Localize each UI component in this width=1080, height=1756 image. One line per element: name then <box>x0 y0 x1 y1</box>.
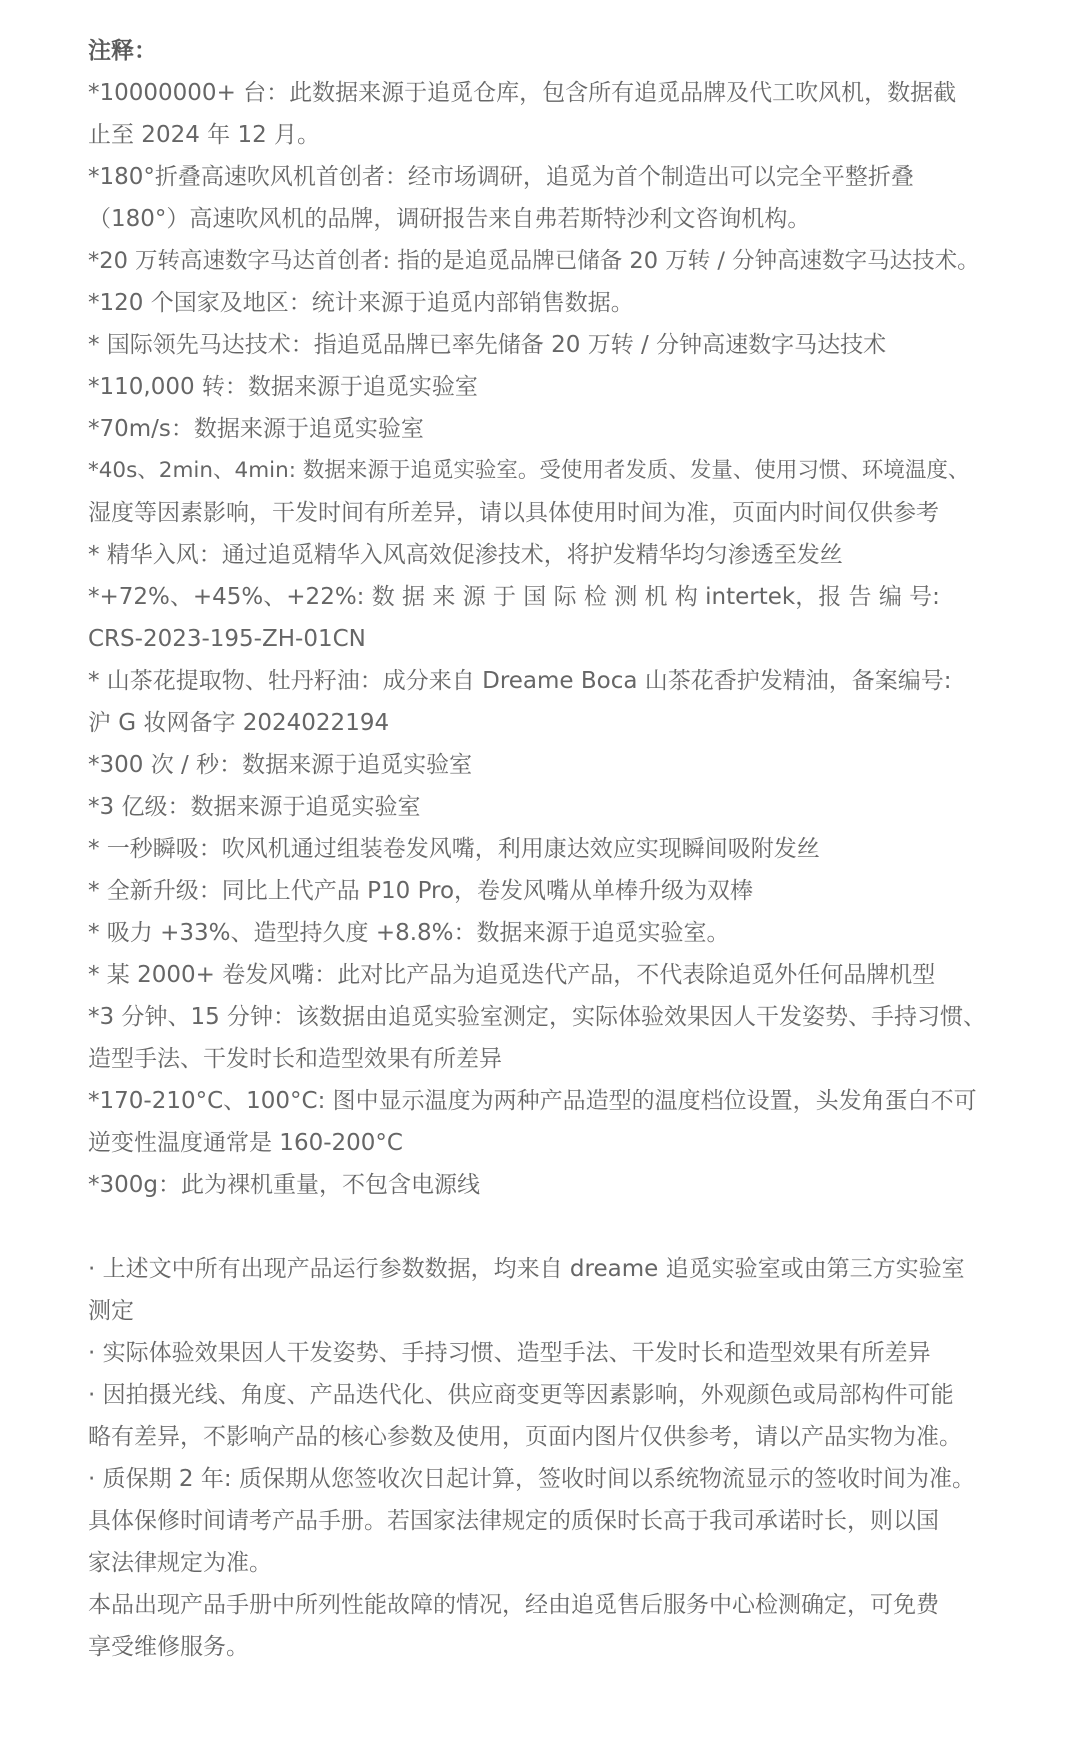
section-spacer <box>88 1206 988 1248</box>
note-line: * 某 2000+ 卷发风嘴：此对比产品为追觅迭代产品，不代表除追觅外任何品牌机型 <box>88 962 936 988</box>
note-line: *170-210°C、100°C: 图中显示温度为两种产品造型的温度档位设置，头发角蛋白不可 <box>88 1088 977 1114</box>
notes-heading: 注释： <box>88 38 157 64</box>
note-line: （180°）高速吹风机的品牌，调研报告来自弗若斯特沙利文咨询机构。 <box>88 206 811 232</box>
note-line: *+72%、+45%、+22%: 数 据 来 源 于 国 际 检 测 机 构 intertek，报 告 编 号: <box>88 584 940 610</box>
note-line: *110,000 转：数据来源于追觅实验室 <box>88 374 478 400</box>
disclaimer-line: 家法律规定为准。 <box>88 1550 272 1576</box>
disclaimer-line: · 因拍摄光线、角度、产品迭代化、供应商变更等因素影响，外观颜色或局部构件可能 <box>88 1382 954 1408</box>
note-line: 逆变性温度通常是 160-200°C <box>88 1130 403 1156</box>
disclaimer-line: 享受维修服务。 <box>88 1634 249 1660</box>
note-line: *3 亿级：数据来源于追觅实验室 <box>88 794 421 820</box>
note-line: *300 次 / 秒：数据来源于追觅实验室 <box>88 752 473 778</box>
note-line: *300g：此为裸机重量，不包含电源线 <box>88 1172 480 1198</box>
disclaimer-line: · 质保期 2 年: 质保期从您签收次日起计算，签收时间以系统物流显示的签收时间为准。 <box>88 1466 975 1492</box>
disclaimer-line: · 实际体验效果因人干发姿势、手持习惯、造型手法、干发时长和造型效果有所差异 <box>88 1340 931 1366</box>
disclaimer-line: 本品出现产品手册中所列性能故障的情况，经由追觅售后服务中心检测确定，可免费 <box>88 1592 939 1618</box>
note-line: * 精华入风：通过追觅精华入风高效促渗技术，将护发精华均匀渗透至发丝 <box>88 542 843 568</box>
note-line: 造型手法、干发时长和造型效果有所差异 <box>88 1046 502 1072</box>
note-line: CRS-2023-195-ZH-01CN <box>88 626 366 652</box>
note-line: *40s、2min、4min: 数据来源于追觅实验室。受使用者发质、发量、使用习惯、环境温度、 <box>88 458 970 483</box>
note-line: *70m/s：数据来源于追觅实验室 <box>88 416 424 442</box>
note-line: * 国际领先马达技术：指追觅品牌已率先储备 20 万转 / 分钟高速数字马达技术 <box>88 332 887 358</box>
disclaimer-line: 具体保修时间请考产品手册。若国家法律规定的质保时长高于我司承诺时长，则以国 <box>88 1508 939 1534</box>
note-line: * 山茶花提取物、牡丹籽油：成分来自 Dreame Boca 山茶花香护发精油，备案编号: <box>88 668 952 694</box>
note-line: *180°折叠高速吹风机首创者：经市场调研，追觅为首个制造出可以完全平整折叠 <box>88 164 914 190</box>
disclaimer-line: 略有差异，不影响产品的核心参数及使用，页面内图片仅供参考，请以产品实物为准。 <box>88 1424 962 1450</box>
disclaimer-line: 测定 <box>88 1298 134 1324</box>
disclaimer-line: · 上述文中所有出现产品运行参数数据，均来自 dreame 追觅实验室或由第三方实验室 <box>88 1256 965 1282</box>
note-line: *3 分钟、15 分钟：该数据由追觅实验室测定，实际体验效果因人干发姿势、手持习惯、 <box>88 1004 987 1030</box>
note-line: 湿度等因素影响，干发时间有所差异，请以具体使用时间为准，页面内时间仅供参考 <box>88 500 939 526</box>
note-line: *120 个国家及地区：统计来源于追觅内部销售数据。 <box>88 290 634 316</box>
note-line: * 吸力 +33%、造型持久度 +8.8%：数据来源于追觅实验室。 <box>88 920 730 946</box>
note-line: *20 万转高速数字马达首创者: 指的是追觅品牌已储备 20 万转 / 分钟高速数字马达技术。 <box>88 248 980 274</box>
note-line: *10000000+ 台：此数据来源于追觅仓库，包含所有追觅品牌及代工吹风机，数据截 <box>88 80 957 106</box>
note-line: 止至 2024 年 12 月。 <box>88 122 321 148</box>
note-line: 沪 G 妆网备字 2024022194 <box>88 710 390 736</box>
note-line: * 全新升级：同比上代产品 P10 Pro，卷发风嘴从单棒升级为双棒 <box>88 878 754 904</box>
note-line: * 一秒瞬吸：吹风机通过组装卷发风嘴，利用康达效应实现瞬间吸附发丝 <box>88 836 820 862</box>
notes-document <box>88 30 988 1668</box>
